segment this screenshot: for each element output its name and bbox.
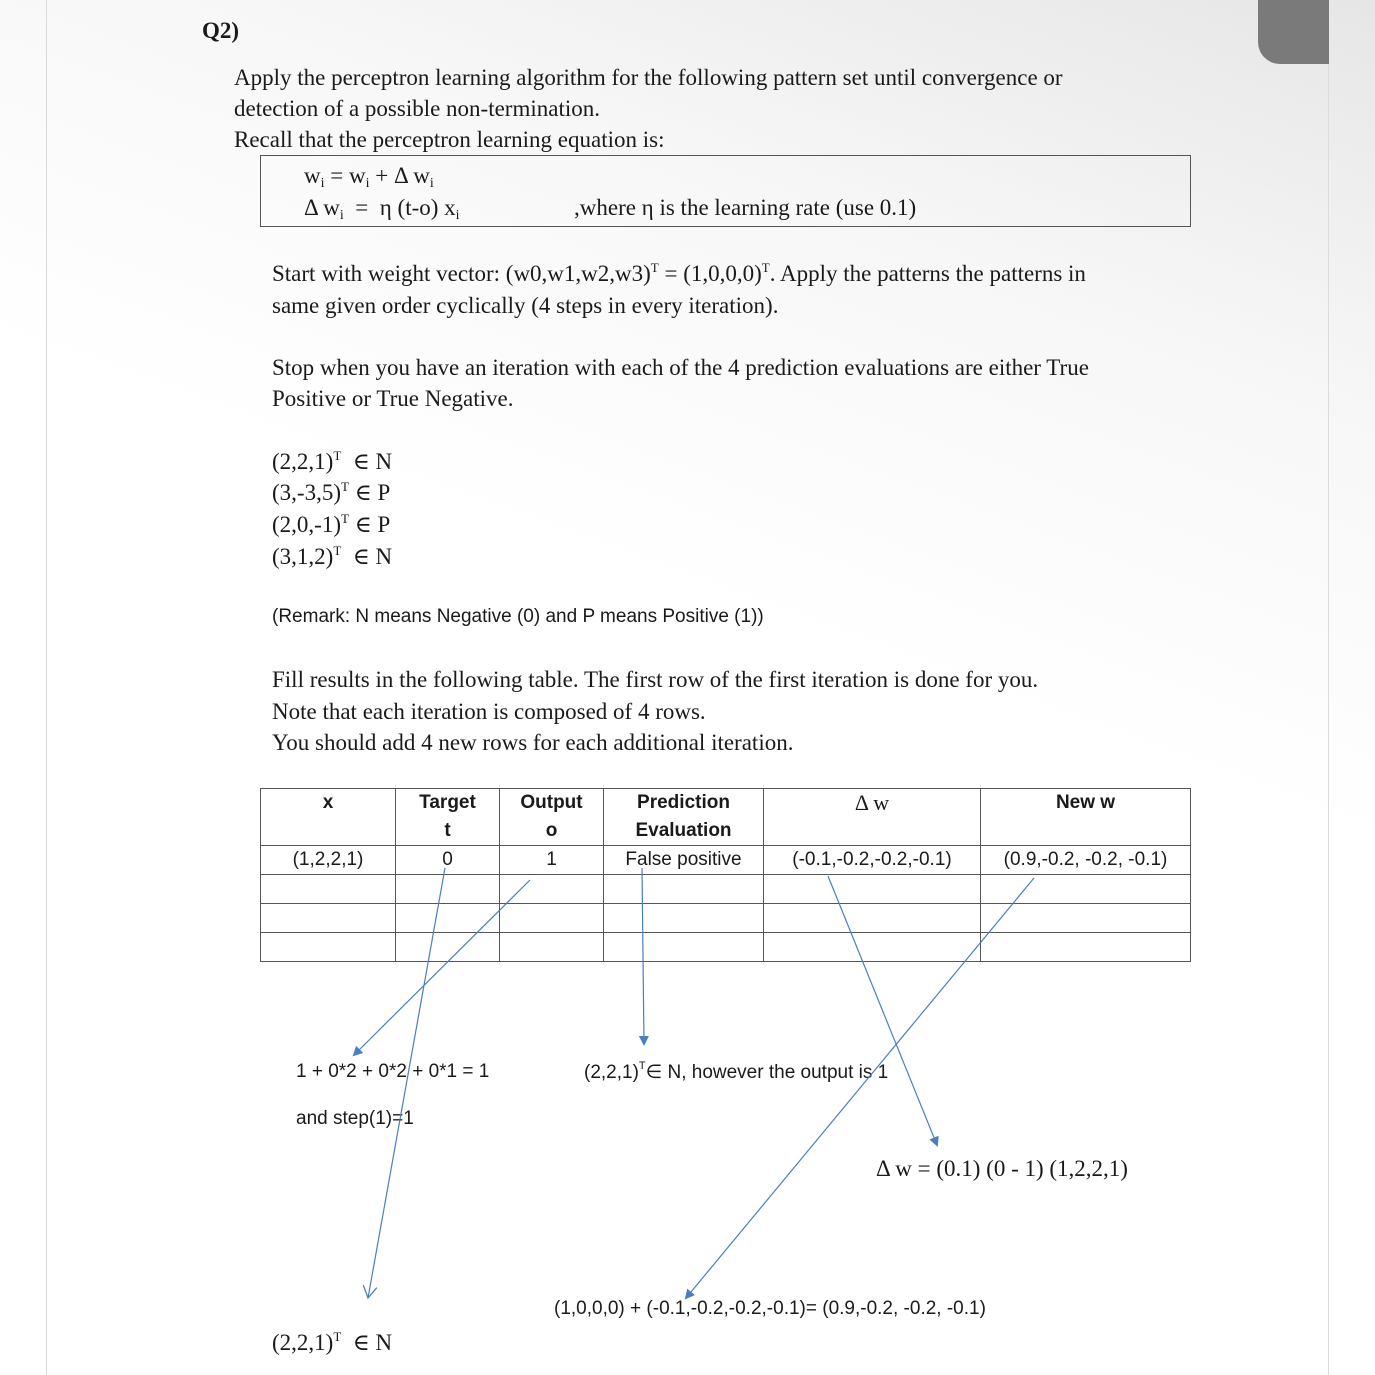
delta-w-explanation: Δ w = (0.1) (0 - 1) (1,2,2,1) bbox=[876, 1156, 1128, 1181]
intro-line-1: Apply the perceptron learning algorithm for the following pattern set until convergence or bbox=[234, 65, 1063, 90]
header-x: x bbox=[261, 789, 396, 846]
fill-line-3: You should add 4 new rows for each additional iteration. bbox=[272, 730, 794, 755]
delta-w-equation: Δ $w_i = \eta$ (t-o) $x_i$ bbox=[304, 195, 460, 223]
fill-line-2: Note that each iteration is composed of 4 rows. bbox=[272, 699, 706, 724]
start-line-1: Start with weight vector: $(w0,w1,w2,w3)^T = (1,0,0,0)^T$. Apply the patterns the patterns in bbox=[272, 260, 1086, 286]
new-w-explanation: (1,0,0,0) + (-0.1,-0.2,-0.2,-0.1)= (0.9,-0.2, -0.2, -0.1) bbox=[554, 1298, 986, 1319]
stop-line-2: Positive or True Negative. bbox=[272, 386, 514, 411]
cell-x: (1,2,2,1) bbox=[261, 846, 396, 875]
cell-output: 1 bbox=[500, 846, 604, 875]
pattern-1: $(2,2,1)^T$ ∈ N bbox=[272, 448, 393, 474]
intro-line-2: detection of a possible non-termination. bbox=[234, 96, 600, 121]
cell-new-w: (0.9,-0.2, -0.2, -0.1) bbox=[981, 846, 1191, 875]
calc-line-2: and step(1)=1 bbox=[296, 1108, 414, 1129]
pattern-4: $(3,1,2)^T$ ∈ N bbox=[272, 543, 393, 569]
cell-evaluation: False positive bbox=[604, 846, 764, 875]
pattern-2: $(3,-3,5)^T$ ∈ P bbox=[272, 479, 391, 505]
header-new-w: New w bbox=[981, 789, 1191, 846]
learning-rate-note: ,where η is the learning rate (use 0.1) bbox=[574, 195, 917, 220]
pattern-3: $(2,0,-1)^T$ ∈ P bbox=[272, 511, 391, 537]
cell-delta-w: (-0.1,-0.2,-0.2,-0.1) bbox=[764, 846, 981, 875]
calc-line-1: 1 + 0*2 + 0*2 + 0*1 = 1 bbox=[296, 1061, 490, 1082]
header-target: Target t bbox=[396, 789, 500, 846]
header-delta-w: Δ w bbox=[764, 789, 981, 846]
weight-update-equation: $w_i = w_i + \Delta$ $w_i$ bbox=[304, 163, 434, 191]
header-prediction-evaluation: Prediction Evaluation bbox=[604, 789, 764, 846]
intro-line-3: Recall that the perceptron learning equation is: bbox=[234, 127, 665, 152]
arrow-output-to-calc bbox=[354, 880, 530, 1055]
stop-line-1: Stop when you have an iteration with each of the 4 prediction evaluations are either True bbox=[272, 355, 1089, 380]
remark: (Remark: N means Negative (0) and P means Positive (1)) bbox=[272, 606, 764, 627]
cell-target: 0 bbox=[396, 846, 500, 875]
target-explanation: $(2,2,1)^T$ ∈ N bbox=[272, 1329, 393, 1355]
arrow-evaluation-to-explanation bbox=[642, 868, 644, 1044]
arrow-deltaw-to-explanation bbox=[828, 876, 937, 1145]
arrow-target-to-pattern bbox=[368, 868, 445, 1298]
evaluation-explanation: $(2,2,1)^T\in$ N, however the output is 1 bbox=[584, 1060, 889, 1083]
arrow-neww-to-explanation bbox=[686, 878, 1034, 1298]
header-output: Output o bbox=[500, 789, 604, 846]
start-line-2: same given order cyclically (4 steps in every iteration). bbox=[272, 293, 779, 318]
fill-line-1: Fill results in the following table. The first row of the first iteration is done for you. bbox=[272, 667, 1039, 692]
question-number: Q2) bbox=[202, 18, 240, 43]
